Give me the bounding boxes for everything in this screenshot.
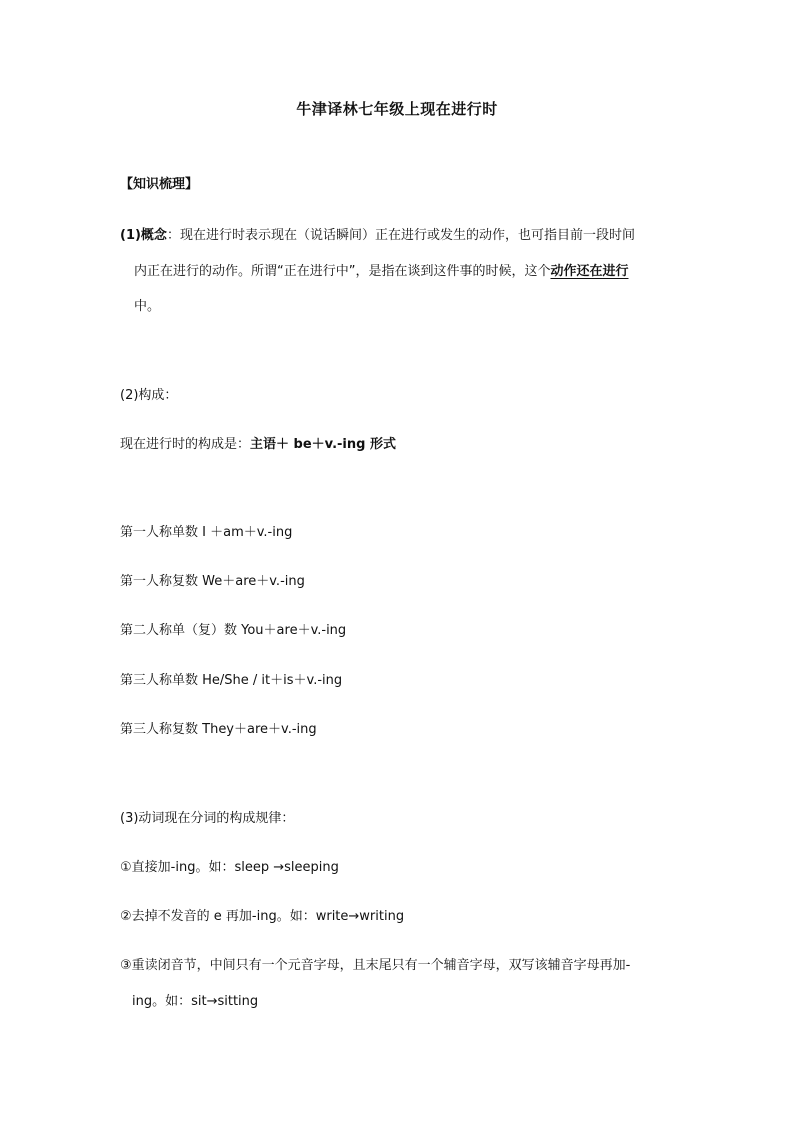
concept-label: (1)概念 bbox=[120, 228, 167, 243]
structure-formula bbox=[120, 436, 396, 454]
structure-row-3: 第二人称单（复）数 You＋are＋v.-ing bbox=[120, 623, 347, 638]
formula-bold: 主语＋ be＋v.-ing 形式 bbox=[250, 437, 396, 452]
section-heading: 【知识梳理】 bbox=[120, 177, 199, 192]
concept-text-2: 内正在进行的动作。所谓“正在进行中”，是指在谈到这件事的时候，这个 bbox=[134, 264, 551, 279]
concept-line-1 bbox=[120, 227, 635, 245]
structure-row-2: 第一人称复数 We＋are＋v.-ing bbox=[120, 574, 305, 589]
structure-row-1: 第一人称单数 I ＋am＋v.-ing bbox=[120, 525, 293, 540]
concept-line-3: 中。 bbox=[134, 299, 161, 314]
concept-text-1: ：现在进行时表示现在（说话瞬间）正在进行或发生的动作，也可指目前一段时间 bbox=[166, 228, 635, 243]
structure-heading: (2)构成： bbox=[120, 388, 178, 403]
participle-rule-2: ②去掉不发音的 e 再加-ing。如：write→writing bbox=[120, 909, 405, 924]
participle-rule-3-line-1: ③重读闭音节，中间只有一个元音字母，且末尾只有一个辅音字母，双写该辅音字母再加- bbox=[120, 958, 631, 973]
participle-rule-1: ①直接加-ing。如：sleep →sleeping bbox=[120, 860, 339, 875]
concept-line-2 bbox=[134, 263, 629, 281]
participle-rule-3-line-2: ing。如：sit→sitting bbox=[132, 994, 259, 1009]
formula-prefix: 现在进行时的构成是： bbox=[120, 437, 251, 452]
document-title: 牛津译林七年级上现在进行时 bbox=[296, 100, 498, 118]
structure-row-5: 第三人称复数 They＋are＋v.-ing bbox=[120, 722, 317, 737]
structure-row-4: 第三人称单数 He/She / it＋is＋v.-ing bbox=[120, 673, 343, 688]
concept-emphasis: 动作还在进行 bbox=[550, 264, 629, 279]
participle-heading: (3)动词现在分词的构成规律： bbox=[120, 811, 295, 826]
